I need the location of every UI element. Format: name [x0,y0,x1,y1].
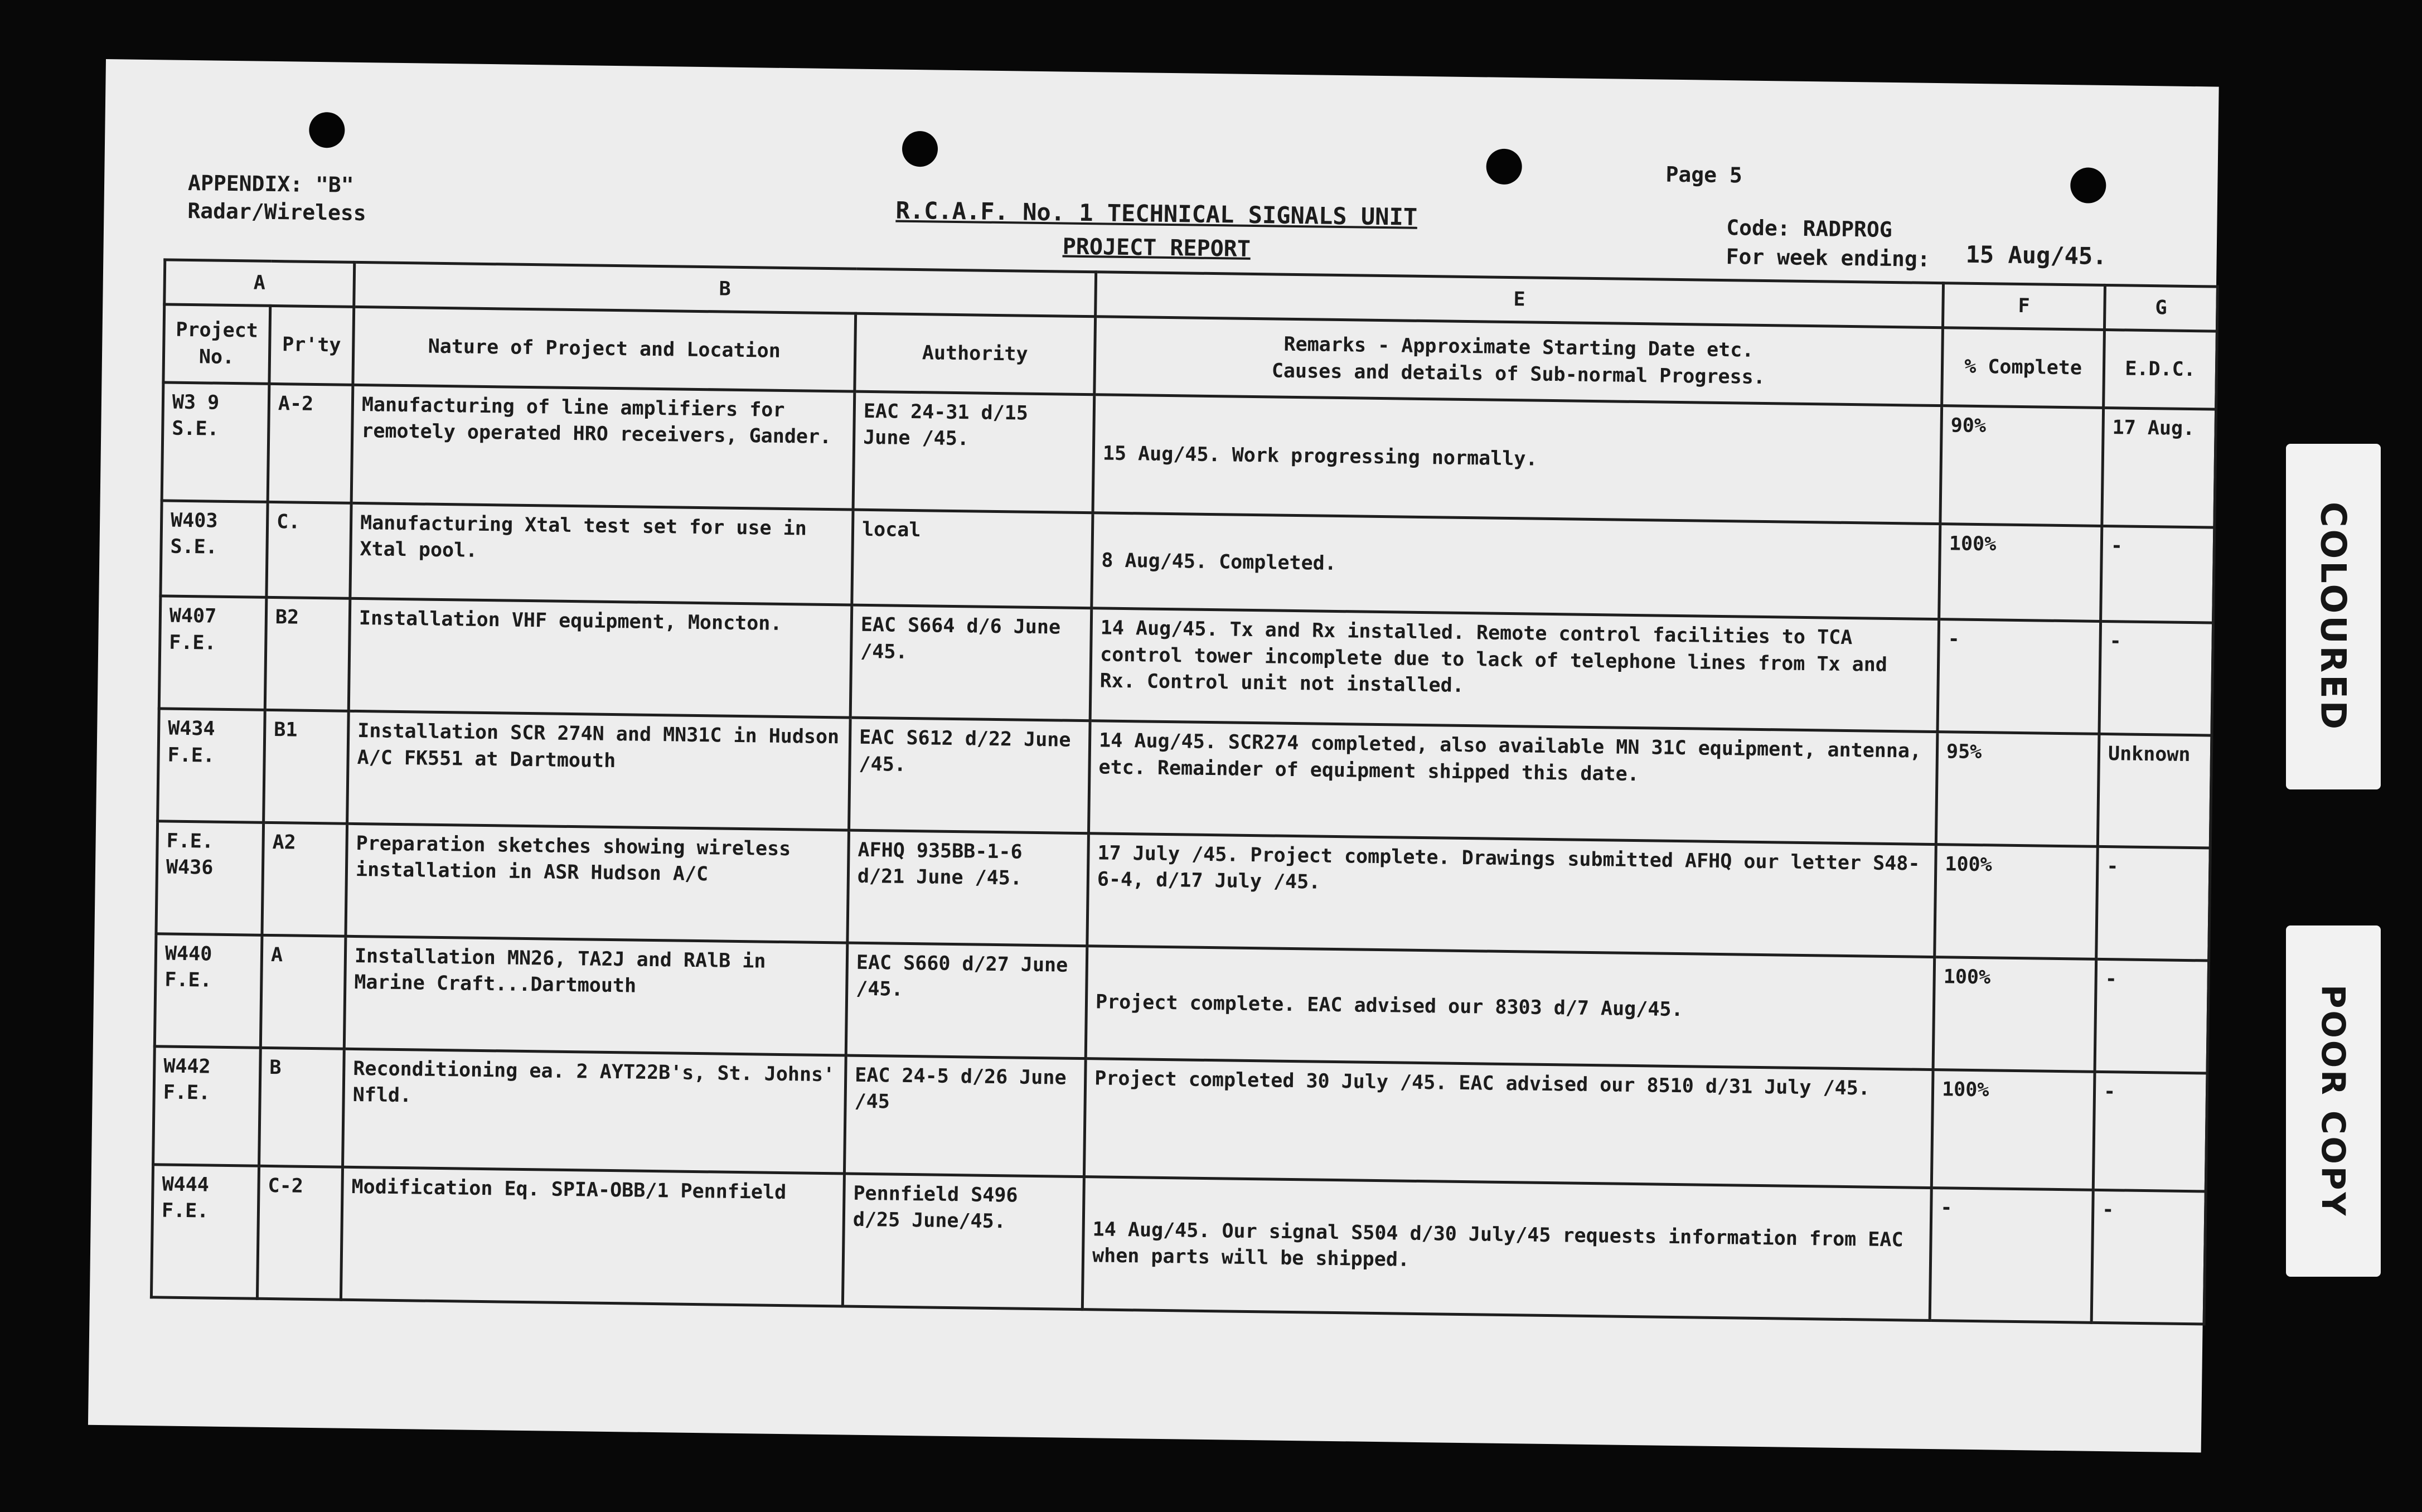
remarks: Project completed 30 July /45. EAC advised our 8510 d/31 July /45. [1084,1059,1933,1188]
edc: - [2101,526,2215,623]
project-no: W3 9 S.E. [162,382,269,502]
column-group-e: E [1096,272,1944,328]
punch-hole [902,131,938,167]
header-authority: Authority [855,313,1096,395]
report-code: Code: RADPROG [1726,215,1892,242]
page-number: Page 5 [1665,162,1743,188]
priority: C-2 [257,1166,342,1300]
nature-of-project: Reconditioning ea. 2 AYT22B's, St. Johns' Nfld. [343,1049,846,1174]
edc: - [2091,1190,2206,1324]
header-nature: Nature of Project and Location [353,307,856,391]
authority: EAC S660 d/27 June /45. [846,943,1087,1058]
nature-of-project: Installation VHF equipment, Moncton. [348,599,852,718]
punch-holes [106,59,2219,87]
header-project-no: Project No. [163,304,270,384]
report-title: PROJECT REPORT [1062,234,1251,262]
edc: - [2099,622,2213,735]
punch-hole [2070,167,2106,203]
week-ending-value: 15 Aug/45. [1965,240,2107,270]
percent-complete: 95% [1936,732,2099,847]
authority: Pennfield S496 d/25 June/45. [842,1174,1084,1310]
remarks-header-line-2: Causes and details of Sub-normal Progress. [1271,359,1766,389]
remarks: 14 Aug/45. Our signal S504 d/30 July/45 requests information from EAC when parts will be shipped. [1082,1176,1931,1320]
nature-of-project: Modification Eq. SPIA-OBB/1 Pennfield [341,1167,844,1306]
percent-complete: - [1930,1188,2093,1322]
edc: - [2093,1072,2207,1191]
unit-title: R.C.A.F. No. 1 TECHNICAL SIGNALS UNIT [895,196,1418,231]
authority: EAC S612 d/22 June /45. [849,718,1091,833]
remarks-header-line-1: Remarks - Approximate Starting Date etc. [1283,333,1754,362]
priority: C. [267,502,351,599]
column-group-a: A [164,260,355,307]
priority: A [260,935,346,1049]
nature-of-project: Manufacturing Xtal test set for use in Xtal pool. [350,503,853,605]
column-group-b: B [354,262,1096,316]
nature-of-project: Installation SCR 274N and MN31C in Hudson A/C FK551 at Dartmouth [347,711,851,831]
percent-complete: 90% [1940,406,2104,526]
remarks: Project complete. EAC advised our 8303 d/7 Aug/45. [1086,946,1935,1070]
header-edc: E.D.C. [2104,329,2217,409]
week-ending-label: For week ending: [1726,244,1930,272]
nature-of-project: Preparation sketches showing wireless installation in ASR Hudson A/C [346,823,849,943]
project-no: F.E. W436 [156,821,264,935]
project-no: W444 F.E. [151,1165,259,1299]
percent-complete: 100% [1933,957,2096,1072]
punch-hole [309,112,345,148]
priority: A-2 [268,384,353,503]
authority: local [852,510,1093,608]
document-sheet [88,59,2219,1452]
column-group-f: F [1943,283,2105,330]
remarks: 14 Aug/45. SCR274 completed, also available MN 31C equipment, antenna, etc. Remainder of equipment shipped this date. [1089,721,1938,845]
priority: B1 [264,710,349,824]
remarks: 8 Aug/45. Completed. [1092,513,1940,619]
poor-copy-stamp: POOR COPY [2286,925,2381,1277]
nature-of-project: Manufacturing of line amplifiers for remotely operated HRO receivers, Gander. [351,385,855,510]
section-label: Radar/Wireless [187,198,367,226]
authority: AFHQ 935BB-1-6 d/21 June /45. [847,830,1089,946]
header-complete: % Complete [1942,328,2105,408]
authority: EAC 24-5 d/26 June /45 [844,1055,1086,1177]
appendix-label: APPENDIX: "B" [187,170,354,197]
project-no: W442 F.E. [153,1046,261,1166]
coloured-stamp: COLOURED [2286,444,2381,789]
priority: B [259,1048,345,1167]
project-no: W440 F.E. [154,934,262,1048]
table-row [151,1165,2206,1324]
remarks: 17 July /45. Project complete. Drawings submitted AFHQ our letter S48-6-4, d/17 July /45. [1087,833,1936,957]
project-no: W434 F.E. [158,709,265,822]
header-remarks [1094,317,1943,406]
project-no: W403 S.E. [161,501,268,598]
remarks: 14 Aug/45. Tx and Rx installed. Remote control facilities to TCA control tower incomplete due to lack of telephone lines from Tx and Rx. Control unit not installed. [1090,608,1939,732]
percent-complete: 100% [1935,845,2098,959]
authority: EAC 24-31 d/15 June /45. [853,391,1094,513]
column-group-g: G [2104,285,2217,331]
authority: EAC S664 d/6 June /45. [850,605,1092,721]
percent-complete: 100% [1939,524,2102,622]
edc: Unknown [2098,734,2212,848]
punch-hole [1486,148,1522,185]
priority: B2 [265,598,350,711]
edc: - [2096,847,2211,961]
project-no: W407 F.E. [159,596,267,710]
header-priority: Pr'ty [269,306,354,385]
remarks: 15 Aug/45. Work progressing normally. [1093,395,1942,524]
percent-complete: 100% [1931,1069,2095,1190]
nature-of-project: Installation MN26, TA2J and RAlB in Marine Craft...Dartmouth [344,936,847,1055]
percent-complete: - [1937,619,2101,734]
project-report-table [150,258,2219,1325]
edc: - [2095,959,2209,1073]
priority: A2 [262,822,347,936]
edc: 17 Aug. [2102,408,2216,527]
